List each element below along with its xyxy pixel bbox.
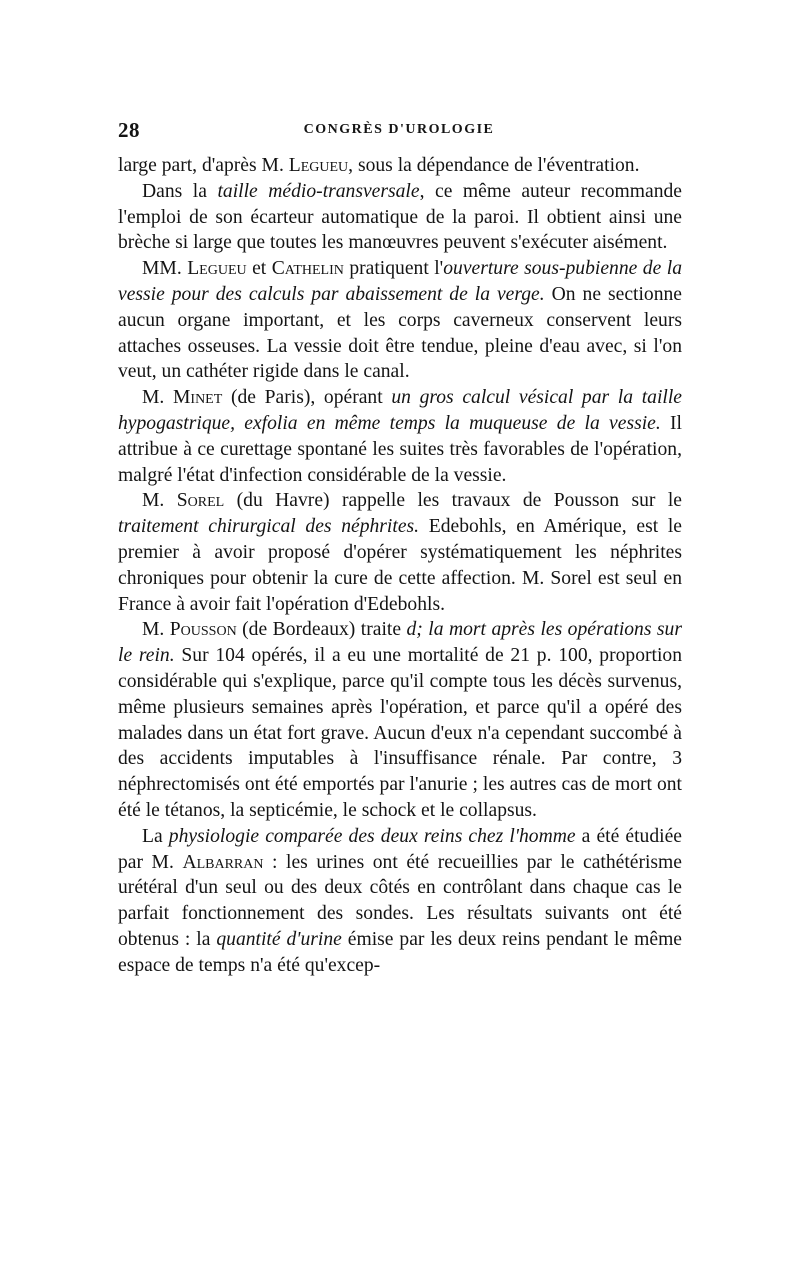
text-run: La [142,825,169,847]
text-run: et [246,258,272,280]
body-text [118,153,682,979]
paragraph [118,617,682,823]
text-run: émise par les deux reins pendant le même espace de temps n'a été qu'excep- [118,928,683,976]
author-name: Cathelin [271,258,344,280]
italic-text: un gros calcul vésical par la taille hypogastrique, exfolia en même temps la muqueuse de la vessie. [118,387,682,434]
italic-text: quantité d'urine [216,928,342,950]
text-run: M. [142,619,170,641]
text-run: , sous la dépendance de l'éventration. [348,155,640,176]
text-run: , ce même auteur recommande l'emploi de son écarteur automatique de la paroi. Il obtient ainsi une brèche si large que toutes les manœuvres peuvent s'exécuter aisément. [118,180,682,254]
text-run: Dans la [142,180,218,202]
text-run: a été étudiée par M. [118,825,682,873]
page-header [118,118,680,144]
paragraph [118,385,682,488]
italic-text: d; la mort après les opérations sur le rein. [118,619,682,667]
text-run: MM. [142,258,188,280]
author-name: Legueu [187,258,247,280]
text-run: Sur 104 opérés, il a eu une mortalité de 21 p. 100, proportion considérable qui s'explique, parce qu'il compte tous les décès survenus, même plusieurs semaines après l'opération, et parce qu'il a opéré des malades dans un état fort grave. Aucun d'eux n'a cependant succombé à des accidents imputables à l'insuffisance rénale. Par contre, 3 néphrectomisés ont été emportés par l'anurie ; les autres cas de mort ont été le tétanos, la septicémie, le schock et le collapsus. [118,645,682,821]
author-name: Pousson [169,619,237,641]
paragraph [118,179,682,256]
italic-text: ouverture sous-pubienne de la vessie pour des calculs par abaissement de la verge. [118,258,682,305]
paragraph [118,488,682,617]
text-run: M. [142,490,177,512]
paragraph [118,256,682,385]
author-name: Sorel [176,490,225,512]
paragraph [118,153,682,179]
text-run: (de Bordeaux) traite [236,619,407,641]
paragraph [118,824,682,979]
text-run: large part, d'après M. [118,155,289,176]
italic-text: physiologie comparée des deux reins chez l'homme [168,825,576,847]
text-run: (du Havre) rappelle les travaux de Pousson sur le [224,490,682,512]
page-number: 28 [118,118,140,142]
italic-text: traitement chirurgical des néphrites. [118,516,420,538]
author-name: Legueu [288,155,349,176]
text-run: pratiquent l' [343,258,444,280]
italic-text: taille médio-transversale [217,180,420,202]
author-name: Albarran [182,851,264,873]
text-run: : les urines ont été recueillies par le cathétérisme urétéral d'un seul ou des deux côtés en contrôlant dans chaque cas le parfait fonctionnement des sondes. Les résultats suivants ont été obtenus : la [118,851,682,950]
text-run: (de Paris), opérant [222,387,392,409]
text-run: M. [142,387,173,409]
text-run: Il attribue à ce curettage spontané les suites très favorables de l'opération, malgré l'état d'infection considérable de la vessie. [118,412,682,486]
running-title: CONGRÈS D'UROLOGIE [303,122,495,137]
text-run: On ne sectionne aucun organe important, et les corps caverneux conservent leurs attaches osseuses. La vessie doit être tendue, pleine d'eau avec, si l'on veut, un cathéter rigide dans le canal. [118,283,682,383]
text-run: Edebohls, en Amérique, est le premier à avoir proposé d'opérer systématiquement les néphrites chroniques pour obtenir la cure de cette affection. M. Sorel est seul en France à avoir fait l'opération d'Edebohls. [118,516,682,615]
author-name: Minet [172,387,223,409]
